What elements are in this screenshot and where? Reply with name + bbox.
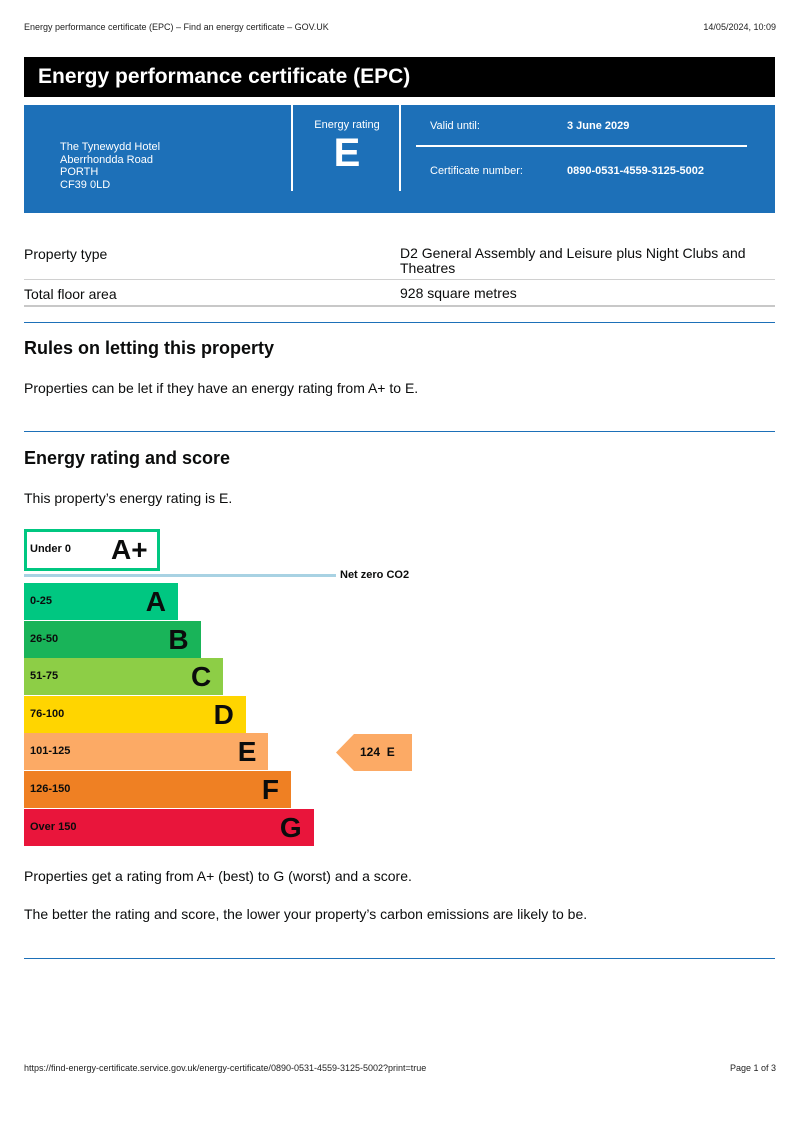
divider: [291, 105, 293, 191]
energy-rating-box: [294, 119, 400, 175]
band-letter: E: [237, 736, 257, 768]
print-footer: [24, 1063, 776, 1077]
rating-band-f: [24, 771, 291, 808]
table-row: [24, 245, 775, 280]
address-line: PORTH: [60, 166, 99, 178]
row-value: D2 General Assembly and Leisure plus Night Clubs and Theatres: [400, 245, 746, 276]
row-label: Total floor area: [24, 286, 117, 302]
band-letter: A+: [111, 534, 148, 565]
band-range: 76-100: [30, 707, 65, 720]
band-letter: B: [168, 623, 189, 655]
rules-text: Properties can be let if they have an energy rating from A+ to E.: [24, 380, 419, 396]
rating-band-c: [24, 658, 223, 695]
band-letter: F: [261, 774, 279, 805]
divider: [416, 145, 747, 147]
row-label: Property type: [24, 246, 108, 262]
table-row: [24, 280, 775, 307]
rules-heading: Rules on letting this property: [24, 338, 275, 358]
rating-note-2: The better the rating and score, the lower your property’s carbon emissions are likely to be.: [24, 906, 588, 922]
net-zero-line: [24, 574, 336, 577]
page-banner: [24, 57, 775, 97]
address-line: The Tynewydd Hotel: [60, 141, 161, 153]
rating-band-d: [24, 696, 246, 733]
property-details-table: [24, 245, 775, 307]
rating-intro: This property’s energy rating is E.: [24, 490, 233, 506]
print-header-datetime: 14/05/2024, 10:09: [703, 22, 776, 32]
energy-rating-letter: E: [333, 131, 361, 175]
current-score: 124: [360, 745, 381, 759]
page-number: Page 1 of 3: [729, 1063, 776, 1073]
rating-band-g: [24, 809, 314, 846]
band-letter: A: [145, 586, 166, 617]
address-line: CF39 0LD: [60, 178, 111, 191]
section-divider: [24, 958, 775, 959]
section-divider: [24, 431, 775, 432]
band-range: 0-25: [30, 595, 53, 607]
band-range: Under 0: [30, 543, 71, 555]
rating-band-a: [24, 583, 178, 620]
divider: [399, 105, 401, 191]
current-rating-text: [360, 745, 395, 759]
band-letter: C: [190, 661, 212, 693]
energy-rating-label: Energy rating: [314, 119, 380, 131]
band-range: Over 150: [30, 820, 77, 833]
current-letter: E: [386, 745, 395, 759]
band-range: 126-150: [30, 783, 71, 795]
valid-until-label: Valid until:: [430, 120, 480, 132]
certificate-number-value: 0890-0531-4559-3125-5002: [567, 165, 705, 177]
band-range: 101-125: [30, 745, 71, 758]
band-letter: G: [279, 811, 302, 843]
band-letter: D: [213, 698, 234, 730]
rating-note-1: Properties get a rating from A+ (best) to G (worst) and a score.: [24, 868, 412, 884]
property-address: [60, 141, 160, 191]
band-range: 51-75: [30, 670, 59, 683]
rating-band-b: [24, 621, 201, 658]
print-header: [24, 22, 776, 36]
rating-band-aplus: [24, 529, 160, 571]
rating-band-e: [24, 733, 268, 770]
net-zero-label: Net zero CO2: [340, 569, 410, 581]
current-rating-arrow: [336, 734, 412, 771]
print-header-title: Energy performance certificate (EPC) – Find an energy certificate – GOV.UK: [24, 22, 329, 32]
band-range: 26-50: [30, 632, 59, 645]
row-value: 928 square metres: [400, 285, 517, 301]
certificate-number-label: Certificate number:: [430, 165, 523, 177]
valid-until-value: 3 June 2029: [567, 120, 630, 132]
certificate-summary: [24, 105, 775, 213]
address-line: Aberrhondda Road: [60, 153, 153, 166]
section-divider: [24, 322, 775, 323]
page-title: Energy performance certificate (EPC): [38, 65, 411, 88]
rating-heading: Energy rating and score: [24, 448, 231, 468]
print-footer-url: https://find-energy-certificate.service.gov.uk/energy-certificate/0890-0531-4559-3125-5002?print=true: [24, 1063, 427, 1073]
